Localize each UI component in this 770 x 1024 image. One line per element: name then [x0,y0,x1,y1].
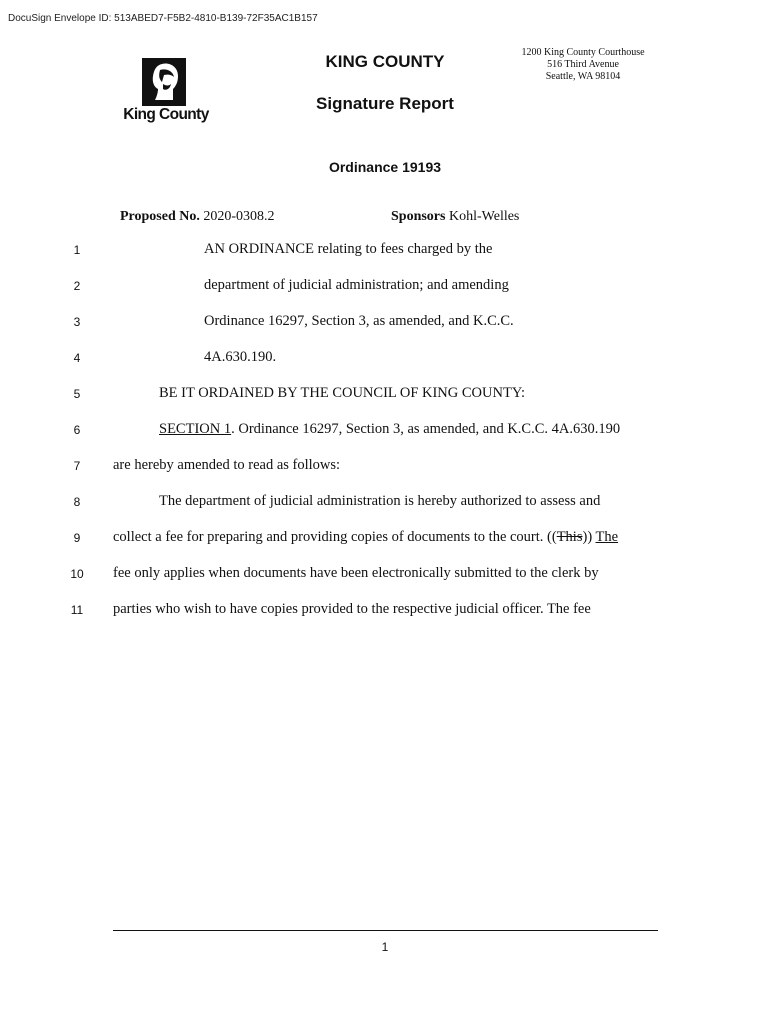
org-title: KING COUNTY [325,52,445,71]
line-number: 1 [73,243,81,257]
logo-wordmark: King County [123,106,209,123]
line-number: 10 [70,567,84,581]
line-number: 2 [73,279,81,293]
sponsors [391,209,519,225]
proposed-value: 2020-0308.2 [203,209,275,224]
sponsors-value: Kohl-Welles [448,209,520,224]
line-text: department of judicial administration; and amending [204,277,509,293]
address-line: 516 Third Avenue [547,59,619,70]
docusign-envelope-id: DocuSign Envelope ID: 513ABED7-F5B2-4810-B139-72F35AC1B157 [8,13,318,24]
address-block [505,47,661,83]
line-text: parties who wish to have copies provided to the respective judicial officer. The fee [113,601,591,617]
line-number: 9 [73,531,81,545]
line-text: 4A.630.190. [204,349,277,365]
line-text-after: )) [582,529,593,545]
line-text: fee only applies when documents have been electronically submitted to the clerk by [113,565,599,581]
ordinance-title: Ordinance 19193 [328,159,442,175]
section-label: SECTION 1 [159,421,232,437]
line-text-main: collect a fee for preparing and providing copies of documents to the court. (( [113,529,557,545]
line-number: 7 [73,459,81,473]
line-text: are hereby amended to read as follows: [113,457,341,473]
inserted-text: The [595,529,619,545]
line-text: BE IT ORDAINED BY THE COUNCIL OF KING COUNTY: [159,385,525,401]
sponsors-label: Sponsors [391,209,446,224]
address-line: Seattle, WA 98104 [545,71,621,82]
line-number: 6 [73,423,81,437]
section-text: . Ordinance 16297, Section 3, as amended, and K.C.C. 4A.630.190 [231,421,621,437]
address-line: 1200 King County Courthouse [521,47,645,58]
page-number: 1 [381,940,389,954]
line-text [113,529,618,546]
line-number: 5 [73,387,81,401]
line-text [159,421,620,438]
proposed-label: Proposed No. [120,209,200,224]
line-text: Ordinance 16297, Section 3, as amended, and K.C.C. [204,313,514,329]
proposed-number [120,209,275,225]
report-title: Signature Report [316,94,454,113]
line-number: 3 [73,315,81,329]
line-text: The department of judicial administration is hereby authorized to assess and [159,493,601,509]
struck-text: This [556,529,583,545]
line-number: 11 [70,603,84,617]
king-county-logo [118,58,214,128]
king-county-logo-icon [142,58,186,106]
line-text: AN ORDINANCE relating to fees charged by the [204,241,493,257]
footer-divider [113,930,658,931]
line-number: 8 [73,495,81,509]
line-number: 4 [73,351,81,365]
